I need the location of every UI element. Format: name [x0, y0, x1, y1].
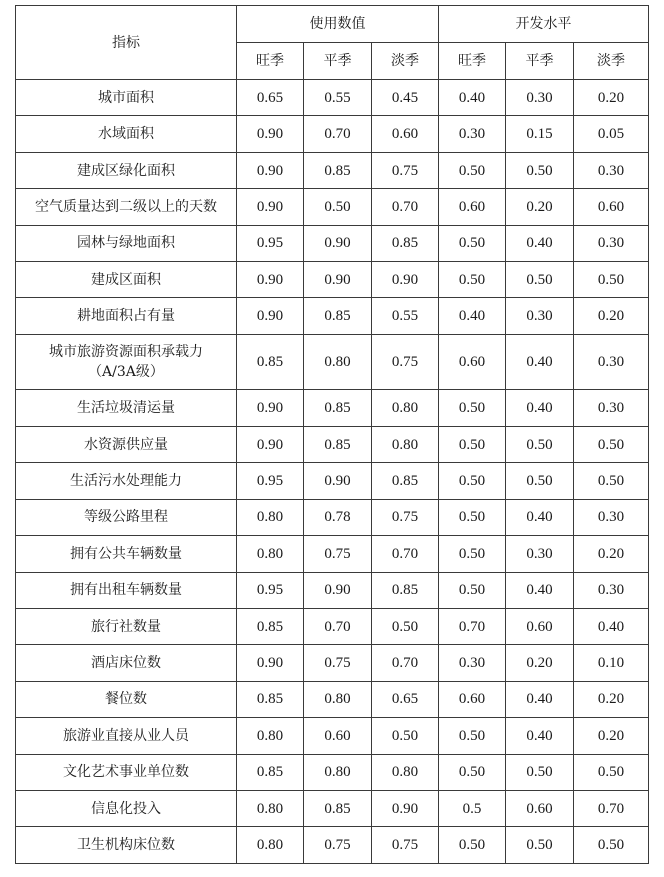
indicator-name-cell — [16, 262, 237, 298]
usage-value-cell: 0.80 — [372, 390, 439, 426]
table-row — [16, 681, 649, 717]
dev-value-cell: 0.50 — [439, 572, 506, 608]
dev-value-cell: 0.40 — [506, 572, 574, 608]
usage-value-cell: 0.85 — [304, 390, 372, 426]
usage-value-cell: 0.80 — [304, 681, 372, 717]
indicator-name-cell — [16, 298, 237, 334]
table-row — [16, 718, 649, 754]
table-row — [16, 262, 649, 298]
usage-value-cell: 0.95 — [237, 463, 304, 499]
usage-value-cell: 0.90 — [237, 645, 304, 681]
usage-value-cell: 0.50 — [304, 189, 372, 225]
usage-value-cell: 0.70 — [372, 536, 439, 572]
table-row — [16, 499, 649, 535]
table-row — [16, 426, 649, 462]
dev-value-cell: 0.20 — [574, 536, 649, 572]
usage-value-cell: 0.60 — [372, 116, 439, 152]
usage-value-cell: 0.90 — [237, 426, 304, 462]
usage-value-cell: 0.65 — [237, 80, 304, 116]
usage-value-cell: 0.80 — [372, 426, 439, 462]
dev-value-cell: 0.30 — [506, 298, 574, 334]
dev-value-cell: 0.60 — [574, 189, 649, 225]
dev-shoulder-header: 平季 — [506, 43, 574, 80]
indicator-name: 拥有公共车辆数量 — [70, 545, 182, 562]
dev-value-cell: 0.30 — [574, 390, 649, 426]
dev-value-cell: 0.20 — [574, 298, 649, 334]
indicator-name-cell — [16, 80, 237, 116]
dev-value-cell: 0.70 — [439, 608, 506, 644]
dev-value-cell: 0.30 — [574, 225, 649, 261]
dev-value-cell: 0.50 — [506, 463, 574, 499]
usage-value-cell: 0.75 — [372, 827, 439, 864]
dev-value-cell: 0.50 — [439, 463, 506, 499]
usage-value-cell: 0.70 — [372, 645, 439, 681]
development-group-header: 开发水平 — [439, 6, 649, 43]
usage-value-cell: 0.90 — [304, 463, 372, 499]
indicator-name: 生活污水处理能力 — [70, 472, 182, 489]
table-row — [16, 334, 649, 390]
usage-value-cell: 0.70 — [372, 189, 439, 225]
table-row — [16, 754, 649, 790]
usage-value-cell: 0.95 — [237, 225, 304, 261]
dev-value-cell: 0.30 — [574, 572, 649, 608]
dev-value-cell: 0.40 — [574, 608, 649, 644]
usage-value-cell: 0.80 — [237, 499, 304, 535]
dev-value-cell: 0.20 — [574, 80, 649, 116]
usage-value-cell: 0.80 — [372, 754, 439, 790]
dev-value-cell: 0.50 — [506, 262, 574, 298]
indicator-name: 酒店床位数 — [91, 655, 161, 672]
dev-value-cell: 0.20 — [506, 189, 574, 225]
indicator-name-cell — [16, 152, 237, 188]
indicator-name: 信息化投入 — [91, 800, 161, 817]
usage-value-cell: 0.85 — [372, 225, 439, 261]
usage-value-cell: 0.85 — [304, 426, 372, 462]
usage-value-cell: 0.50 — [372, 718, 439, 754]
indicator-name-cell — [16, 827, 237, 864]
dev-value-cell: 0.50 — [574, 827, 649, 864]
indicator-name: 等级公路里程 — [84, 509, 168, 526]
dev-peak-header: 旺季 — [439, 43, 506, 80]
table-row — [16, 790, 649, 826]
usage-value-cell: 0.55 — [304, 80, 372, 116]
usage-value-cell: 0.85 — [237, 754, 304, 790]
indicator-name: 旅游业直接从业人员 — [63, 727, 189, 744]
usage-value-cell: 0.95 — [237, 572, 304, 608]
usage-value-cell: 0.90 — [237, 298, 304, 334]
usage-peak-header: 旺季 — [237, 43, 304, 80]
usage-value-cell: 0.60 — [304, 718, 372, 754]
usage-value-cell: 0.90 — [304, 225, 372, 261]
dev-value-cell: 0.50 — [439, 827, 506, 864]
dev-value-cell: 0.50 — [439, 152, 506, 188]
indicator-name: 水域面积 — [98, 126, 154, 143]
indicator-name: 城市面积 — [98, 89, 154, 106]
dev-value-cell: 0.60 — [439, 681, 506, 717]
table-row — [16, 827, 649, 864]
indicator-name: 旅行社数量 — [91, 618, 161, 635]
indicator-name-cell — [16, 390, 237, 426]
indicator-name-cell — [16, 225, 237, 261]
dev-value-cell: 0.50 — [439, 426, 506, 462]
table-row — [16, 225, 649, 261]
usage-group-header: 使用数值 — [237, 6, 439, 43]
dev-value-cell: 0.50 — [574, 463, 649, 499]
dev-value-cell: 0.20 — [506, 645, 574, 681]
usage-value-cell: 0.85 — [372, 463, 439, 499]
table-row — [16, 189, 649, 225]
dev-off-header: 淡季 — [574, 43, 649, 80]
usage-shoulder-header: 平季 — [304, 43, 372, 80]
dev-value-cell: 0.50 — [574, 426, 649, 462]
indicator-name-cell — [16, 645, 237, 681]
table-row — [16, 536, 649, 572]
usage-value-cell: 0.80 — [304, 334, 372, 390]
usage-value-cell: 0.90 — [237, 152, 304, 188]
indicator-name-cell — [16, 536, 237, 572]
dev-value-cell: 0.50 — [574, 754, 649, 790]
indicator-name-cell — [16, 116, 237, 152]
usage-value-cell: 0.50 — [372, 608, 439, 644]
usage-value-cell: 0.75 — [304, 645, 372, 681]
dev-value-cell: 0.40 — [439, 298, 506, 334]
dev-value-cell: 0.30 — [439, 116, 506, 152]
dev-value-cell: 0.50 — [439, 536, 506, 572]
indicator-name: 文化艺术事业单位数 — [63, 764, 189, 781]
usage-value-cell: 0.45 — [372, 80, 439, 116]
indicator-name: 餐位数 — [105, 691, 147, 708]
table-row — [16, 608, 649, 644]
dev-value-cell: 0.20 — [574, 681, 649, 717]
usage-value-cell: 0.90 — [237, 390, 304, 426]
table-row — [16, 463, 649, 499]
usage-value-cell: 0.90 — [372, 790, 439, 826]
dev-value-cell: 0.30 — [574, 152, 649, 188]
table-row — [16, 298, 649, 334]
dev-value-cell: 0.50 — [506, 827, 574, 864]
table-row — [16, 572, 649, 608]
dev-value-cell: 0.20 — [574, 718, 649, 754]
indicator-name-cell — [16, 572, 237, 608]
header-row-groups — [16, 6, 649, 43]
dev-value-cell: 0.50 — [574, 262, 649, 298]
usage-value-cell: 0.75 — [372, 334, 439, 390]
indicator-name: 卫生机构床位数 — [77, 837, 175, 854]
table-body — [16, 80, 649, 864]
indicator-name: 建成区面积 — [91, 271, 161, 288]
usage-value-cell: 0.70 — [304, 116, 372, 152]
usage-value-cell: 0.85 — [372, 572, 439, 608]
usage-value-cell: 0.85 — [237, 681, 304, 717]
indicator-name-cell — [16, 681, 237, 717]
indicator-name: 园林与绿地面积 — [77, 235, 175, 252]
dev-value-cell: 0.30 — [574, 334, 649, 390]
dev-value-cell: 0.40 — [506, 225, 574, 261]
indicator-name-line2: （A/3A级） — [88, 364, 164, 381]
usage-value-cell: 0.90 — [304, 572, 372, 608]
dev-value-cell: 0.50 — [439, 718, 506, 754]
dev-value-cell: 0.60 — [506, 790, 574, 826]
usage-value-cell: 0.90 — [372, 262, 439, 298]
usage-off-header: 淡季 — [372, 43, 439, 80]
dev-value-cell: 0.30 — [506, 536, 574, 572]
dev-value-cell: 0.15 — [506, 116, 574, 152]
usage-value-cell: 0.55 — [372, 298, 439, 334]
dev-value-cell: 0.50 — [506, 152, 574, 188]
indicator-name: 拥有出租车辆数量 — [70, 582, 182, 599]
usage-value-cell: 0.85 — [304, 298, 372, 334]
usage-value-cell: 0.85 — [237, 334, 304, 390]
usage-value-cell: 0.90 — [237, 262, 304, 298]
usage-value-cell: 0.75 — [304, 827, 372, 864]
dev-value-cell: 0.50 — [439, 499, 506, 535]
dev-value-cell: 0.50 — [439, 390, 506, 426]
dev-value-cell: 0.40 — [506, 718, 574, 754]
indicator-name-cell — [16, 463, 237, 499]
table-row — [16, 80, 649, 116]
usage-value-cell: 0.70 — [304, 608, 372, 644]
usage-value-cell: 0.80 — [304, 754, 372, 790]
table-row — [16, 390, 649, 426]
indicator-name-cell — [16, 754, 237, 790]
usage-value-cell: 0.85 — [237, 608, 304, 644]
dev-value-cell: 0.05 — [574, 116, 649, 152]
usage-value-cell: 0.80 — [237, 790, 304, 826]
dev-value-cell: 0.60 — [506, 608, 574, 644]
indicator-name-cell — [16, 718, 237, 754]
dev-value-cell: 0.50 — [506, 754, 574, 790]
indicator-name-cell — [16, 426, 237, 462]
indicator-name: 空气质量达到二级以上的天数 — [35, 198, 217, 215]
indicator-table — [15, 5, 649, 864]
dev-value-cell: 0.40 — [506, 681, 574, 717]
indicator-name: 城市旅游资源面积承载力 — [49, 344, 203, 361]
dev-value-cell: 0.70 — [574, 790, 649, 826]
usage-value-cell: 0.90 — [237, 116, 304, 152]
indicator-name-cell — [16, 790, 237, 826]
usage-value-cell: 0.75 — [304, 536, 372, 572]
dev-value-cell: 0.5 — [439, 790, 506, 826]
usage-value-cell: 0.90 — [237, 189, 304, 225]
indicator-name: 耕地面积占有量 — [77, 308, 175, 325]
dev-value-cell: 0.60 — [439, 334, 506, 390]
indicator-name-cell — [16, 499, 237, 535]
usage-value-cell: 0.85 — [304, 790, 372, 826]
indicator-name-cell — [16, 608, 237, 644]
indicator-header: 指标 — [16, 6, 237, 80]
dev-value-cell: 0.40 — [506, 390, 574, 426]
indicator-name-cell — [16, 334, 237, 390]
usage-value-cell: 0.80 — [237, 827, 304, 864]
usage-value-cell: 0.80 — [237, 718, 304, 754]
dev-value-cell: 0.50 — [506, 426, 574, 462]
dev-value-cell: 0.50 — [439, 262, 506, 298]
usage-value-cell: 0.75 — [372, 152, 439, 188]
indicator-name: 建成区绿化面积 — [77, 162, 175, 179]
dev-value-cell: 0.30 — [574, 499, 649, 535]
usage-value-cell: 0.80 — [237, 536, 304, 572]
usage-value-cell: 0.90 — [304, 262, 372, 298]
dev-value-cell: 0.50 — [439, 225, 506, 261]
usage-value-cell: 0.75 — [372, 499, 439, 535]
dev-value-cell: 0.40 — [439, 80, 506, 116]
indicator-name-cell — [16, 189, 237, 225]
indicator-name: 生活垃圾清运量 — [77, 400, 175, 417]
dev-value-cell: 0.40 — [506, 499, 574, 535]
table-row — [16, 152, 649, 188]
usage-value-cell: 0.78 — [304, 499, 372, 535]
dev-value-cell: 0.10 — [574, 645, 649, 681]
dev-value-cell: 0.50 — [439, 754, 506, 790]
dev-value-cell: 0.30 — [439, 645, 506, 681]
table-row — [16, 116, 649, 152]
indicator-name: 水资源供应量 — [84, 436, 168, 453]
dev-value-cell: 0.40 — [506, 334, 574, 390]
dev-value-cell: 0.30 — [506, 80, 574, 116]
table-row — [16, 645, 649, 681]
usage-value-cell: 0.85 — [304, 152, 372, 188]
dev-value-cell: 0.60 — [439, 189, 506, 225]
usage-value-cell: 0.65 — [372, 681, 439, 717]
